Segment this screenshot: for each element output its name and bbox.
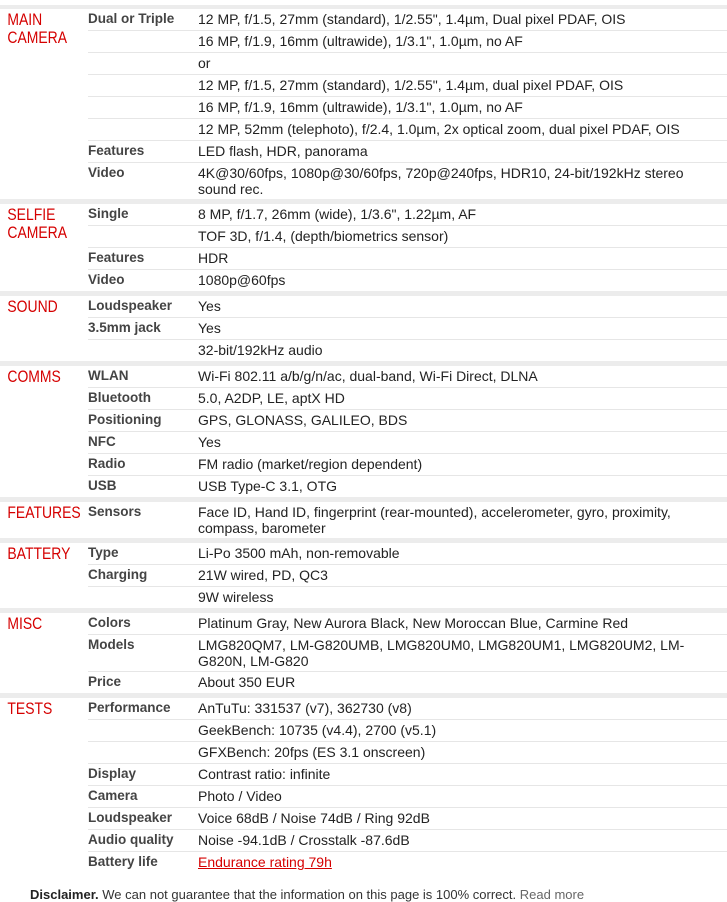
section-category: MAIN CAMERA bbox=[7, 10, 68, 47]
spec-row bbox=[88, 52, 727, 74]
spec-value: 16 MP, f/1.9, 16mm (ultrawide), 1/3.1", 1.0µm, no AF bbox=[198, 33, 523, 49]
section-category: BATTERY bbox=[7, 544, 71, 563]
spec-value: AnTuTu: 331537 (v7), 362730 (v8) bbox=[198, 700, 412, 716]
spec-row bbox=[88, 453, 727, 475]
spec-row bbox=[88, 96, 727, 118]
spec-value: 12 MP, f/1.5, 27mm (standard), 1/2.55", 1.4µm, Dual pixel PDAF, OIS bbox=[198, 11, 626, 27]
spec-label: Features bbox=[88, 250, 145, 265]
spec-label: Loudspeaker bbox=[88, 298, 173, 313]
spec-section bbox=[0, 497, 727, 538]
spec-row bbox=[88, 543, 727, 564]
specs-table bbox=[0, 5, 727, 873]
section-category: SOUND bbox=[7, 297, 58, 316]
section-category: SELFIE CAMERA bbox=[7, 205, 68, 242]
spec-row bbox=[88, 698, 727, 719]
spec-label: Single bbox=[88, 206, 129, 221]
spec-rows bbox=[88, 543, 727, 608]
spec-section bbox=[0, 199, 727, 291]
spec-value: 21W wired, PD, QC3 bbox=[198, 567, 328, 583]
spec-label: Sensors bbox=[88, 504, 142, 519]
spec-value: GFXBench: 20fps (ES 3.1 onscreen) bbox=[198, 744, 426, 760]
spec-rows bbox=[88, 9, 727, 199]
spec-value: 1080p@60fps bbox=[198, 272, 286, 288]
spec-row bbox=[88, 317, 727, 339]
spec-label: Charging bbox=[88, 567, 148, 582]
spec-label: Colors bbox=[88, 615, 131, 630]
spec-value: or bbox=[198, 55, 211, 71]
spec-value bbox=[198, 852, 727, 873]
spec-label: WLAN bbox=[88, 368, 129, 383]
section-category: TESTS bbox=[7, 699, 53, 718]
spec-value: Voice 68dB / Noise 74dB / Ring 92dB bbox=[198, 810, 430, 826]
spec-value: Photo / Video bbox=[198, 788, 282, 804]
spec-value: GeekBench: 10735 (v4.4), 2700 (v5.1) bbox=[198, 722, 437, 738]
spec-section bbox=[0, 608, 727, 693]
spec-value: Yes bbox=[198, 434, 221, 450]
spec-row bbox=[88, 634, 727, 671]
spec-value: 32-bit/192kHz audio bbox=[198, 342, 323, 358]
spec-value: Platinum Gray, New Aurora Black, New Moroccan Blue, Carmine Red bbox=[198, 615, 629, 631]
spec-value: Yes bbox=[198, 298, 221, 314]
spec-section bbox=[0, 5, 727, 199]
spec-value: LMG820QM7, LM-G820UMB, LMG820UM0, LMG820UM1, LMG820UM2, LM-G820N, LM-G820 bbox=[198, 637, 685, 669]
spec-value: About 350 EUR bbox=[198, 674, 296, 690]
spec-row bbox=[88, 74, 727, 96]
spec-row bbox=[88, 741, 727, 763]
spec-label bbox=[88, 720, 198, 741]
spec-row bbox=[88, 807, 727, 829]
spec-row bbox=[88, 564, 727, 586]
spec-section bbox=[0, 538, 727, 608]
spec-row bbox=[88, 296, 727, 317]
disclaimer-label: Disclaimer. bbox=[30, 887, 99, 902]
spec-label: Features bbox=[88, 143, 145, 158]
section-category: COMMS bbox=[7, 367, 61, 386]
spec-label: Camera bbox=[88, 788, 138, 803]
spec-row bbox=[88, 30, 727, 52]
spec-label: Models bbox=[88, 637, 135, 652]
spec-label: Battery life bbox=[88, 854, 158, 869]
spec-value: HDR bbox=[198, 250, 229, 266]
spec-value: Noise -94.1dB / Crosstalk -87.6dB bbox=[198, 832, 410, 848]
spec-value: Li-Po 3500 mAh, non-removable bbox=[198, 545, 400, 561]
spec-label bbox=[88, 75, 198, 96]
spec-row bbox=[88, 719, 727, 741]
spec-label: Audio quality bbox=[88, 832, 174, 847]
spec-section bbox=[0, 693, 727, 873]
spec-value: GPS, GLONASS, GALILEO, BDS bbox=[198, 412, 408, 428]
spec-label bbox=[88, 340, 198, 361]
spec-row bbox=[88, 247, 727, 269]
spec-value: Face ID, Hand ID, fingerprint (rear-mounted), accelerometer, gyro, proximity, compass, barometer bbox=[198, 504, 671, 536]
spec-value: Contrast ratio: infinite bbox=[198, 766, 331, 782]
spec-row bbox=[88, 118, 727, 140]
spec-label: Positioning bbox=[88, 412, 162, 427]
spec-label: Video bbox=[88, 272, 125, 287]
spec-row bbox=[88, 162, 727, 199]
spec-label: Performance bbox=[88, 700, 171, 715]
spec-row bbox=[88, 366, 727, 387]
spec-section bbox=[0, 291, 727, 361]
spec-label bbox=[88, 226, 198, 247]
spec-label: Radio bbox=[88, 456, 126, 471]
spec-rows bbox=[88, 204, 727, 291]
spec-value: 12 MP, 52mm (telephoto), f/2.4, 1.0µm, 2x optical zoom, dual pixel PDAF, OIS bbox=[198, 121, 680, 137]
spec-row bbox=[88, 387, 727, 409]
spec-row bbox=[88, 409, 727, 431]
spec-label bbox=[88, 119, 198, 140]
spec-rows bbox=[88, 698, 727, 873]
spec-row bbox=[88, 586, 727, 608]
spec-rows bbox=[88, 296, 727, 361]
spec-row bbox=[88, 763, 727, 785]
spec-label: NFC bbox=[88, 434, 116, 449]
spec-value: Wi-Fi 802.11 a/b/g/n/ac, dual-band, Wi-Fi Direct, DLNA bbox=[198, 368, 538, 384]
spec-row bbox=[88, 225, 727, 247]
section-category: MISC bbox=[7, 614, 43, 633]
spec-label: Video bbox=[88, 165, 125, 180]
spec-value: 9W wireless bbox=[198, 589, 274, 605]
spec-row bbox=[88, 475, 727, 497]
spec-row bbox=[88, 502, 727, 538]
spec-label: USB bbox=[88, 478, 117, 493]
spec-row bbox=[88, 671, 727, 693]
spec-label bbox=[88, 31, 198, 52]
disclaimer bbox=[0, 873, 727, 902]
spec-rows bbox=[88, 613, 727, 693]
section-category: FEATURES bbox=[7, 503, 81, 522]
spec-label bbox=[88, 53, 198, 74]
spec-label: Loudspeaker bbox=[88, 810, 173, 825]
spec-value: Yes bbox=[198, 320, 221, 336]
spec-label: Display bbox=[88, 766, 137, 781]
spec-value: LED flash, HDR, panorama bbox=[198, 143, 368, 159]
spec-label: 3.5mm jack bbox=[88, 320, 161, 335]
spec-label bbox=[88, 97, 198, 118]
spec-value: 5.0, A2DP, LE, aptX HD bbox=[198, 390, 345, 406]
spec-label: Dual or Triple bbox=[88, 11, 175, 26]
spec-row bbox=[88, 431, 727, 453]
spec-row bbox=[88, 269, 727, 291]
spec-value: FM radio (market/region dependent) bbox=[198, 456, 423, 472]
spec-value: 4K@30/60fps, 1080p@30/60fps, 720p@240fps, HDR10, 24-bit/192kHz stereo sound rec. bbox=[198, 165, 684, 197]
read-more-link[interactable]: Read more bbox=[519, 887, 585, 902]
spec-label bbox=[88, 587, 198, 608]
spec-label bbox=[88, 742, 198, 763]
endurance-rating-link[interactable]: Endurance rating 79h bbox=[198, 854, 332, 870]
spec-value: 8 MP, f/1.7, 26mm (wide), 1/3.6", 1.22µm, AF bbox=[198, 206, 477, 222]
spec-row bbox=[88, 9, 727, 30]
spec-value: USB Type-C 3.1, OTG bbox=[198, 478, 338, 494]
spec-section bbox=[0, 361, 727, 497]
spec-value: 16 MP, f/1.9, 16mm (ultrawide), 1/3.1", 1.0µm, no AF bbox=[198, 99, 523, 115]
spec-label: Price bbox=[88, 674, 122, 689]
spec-row bbox=[88, 613, 727, 634]
spec-label: Bluetooth bbox=[88, 390, 151, 405]
spec-row bbox=[88, 339, 727, 361]
spec-row bbox=[88, 851, 727, 873]
spec-value: TOF 3D, f/1.4, (depth/biometrics sensor) bbox=[198, 228, 449, 244]
disclaimer-text: We can not guarantee that the information on this page is 100% correct. bbox=[98, 887, 517, 902]
spec-row bbox=[88, 204, 727, 225]
spec-row bbox=[88, 140, 727, 162]
spec-label: Type bbox=[88, 545, 119, 560]
spec-row bbox=[88, 785, 727, 807]
spec-rows bbox=[88, 366, 727, 497]
spec-rows bbox=[88, 502, 727, 538]
spec-row bbox=[88, 829, 727, 851]
spec-value: 12 MP, f/1.5, 27mm (standard), 1/2.55", 1.4µm, dual pixel PDAF, OIS bbox=[198, 77, 624, 93]
